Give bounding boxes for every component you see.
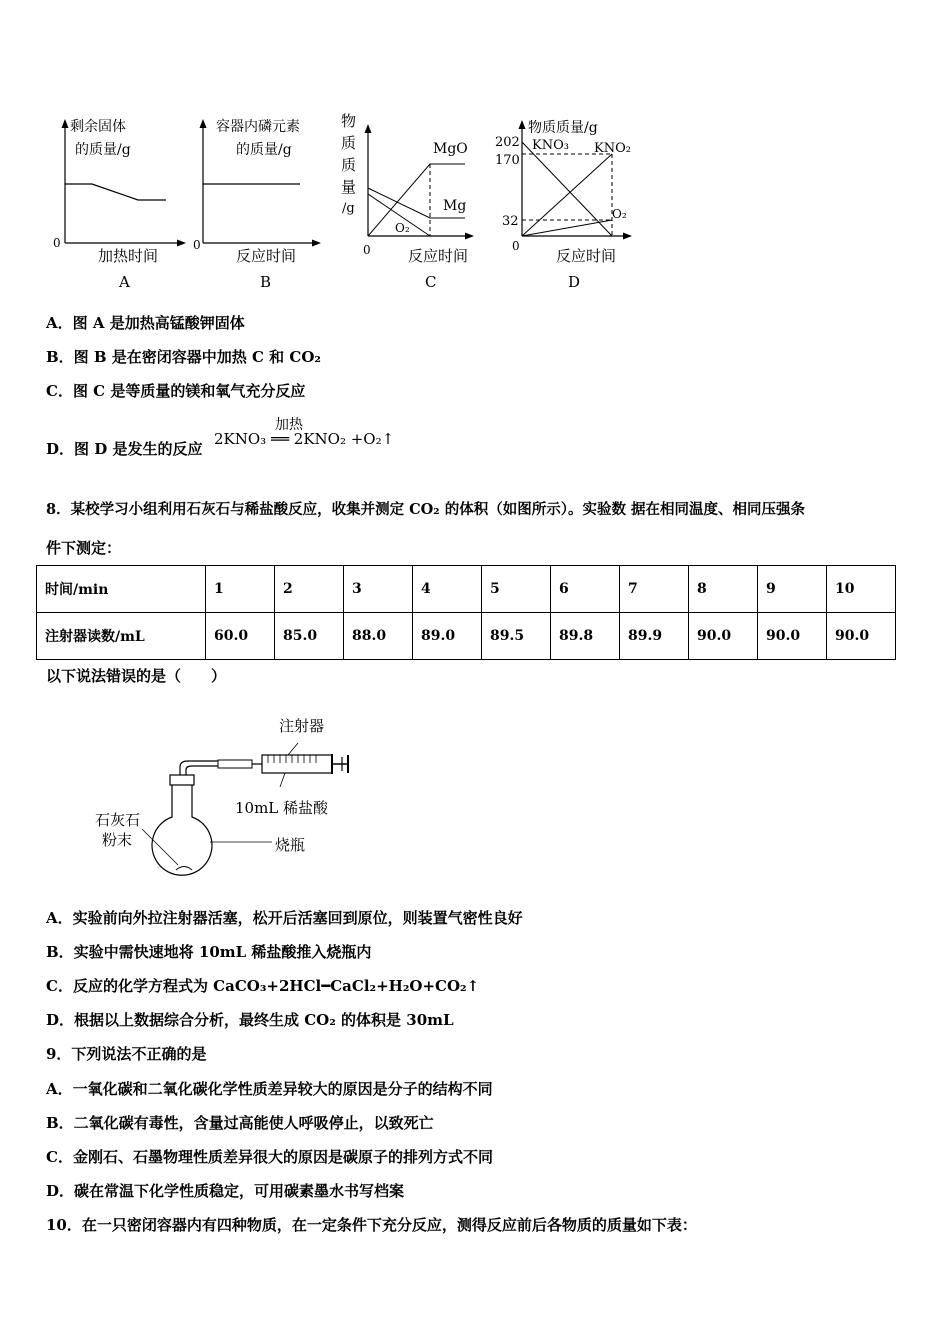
table-header-time: 时间/min <box>37 566 206 613</box>
q7-equation: 2KNO₃ ══ 2KNO₂ +O₂↑ <box>214 430 395 448</box>
flask-powder <box>176 867 192 871</box>
flask-outline <box>152 783 212 875</box>
q9-option-a: A．一氧化碳和二氧化碳化学性质差异较大的原因是分子的结构不同 <box>46 1080 493 1098</box>
table-cell: 10 <box>827 566 896 613</box>
q8-option-b: B．实验中需快速地将 10mL 稀盐酸推入烧瓶内 <box>46 943 372 961</box>
q8-data-table <box>36 565 896 660</box>
graph-d-ylabel: 物质质量/g <box>528 120 598 136</box>
q8-option-d: D．根据以上数据综合分析，最终生成 CO₂ 的体积是 30mL <box>46 1011 454 1029</box>
graph-c-label-mg: Mg <box>443 198 467 214</box>
label-limestone-2: 粉末 <box>102 831 133 849</box>
graph-b-ylabel-2: 的质量/g <box>236 142 292 158</box>
graph-c-xlabel: 反应时间 <box>408 247 469 265</box>
graph-a-xlabel: 加热时间 <box>98 247 159 265</box>
graph-d-xlabel: 反应时间 <box>556 247 617 265</box>
table-cell: 6 <box>551 566 620 613</box>
q8-option-c: C．反应的化学方程式为 CaCO₃+2HCl━CaCl₂+H₂O+CO₂↑ <box>46 977 480 995</box>
graph-a <box>50 115 190 295</box>
table-row <box>37 566 896 613</box>
graph-a-caption: A <box>119 273 130 291</box>
graph-b-xlabel: 反应时间 <box>236 247 297 265</box>
table-cell: 90.0 <box>758 613 827 660</box>
graph-c-caption: C <box>425 273 437 291</box>
table-cell: 3 <box>344 566 413 613</box>
q7-option-a: A．图 A 是加热高锰酸钾固体 <box>46 314 245 332</box>
table-cell: 60.0 <box>206 613 275 660</box>
graph-b-origin: 0 <box>193 238 201 252</box>
graph-d <box>490 112 650 298</box>
graph-d-tick-202: 202 <box>495 135 520 150</box>
q9-option-d: D．碳在常温下化学性质稳定，可用碳素墨水书写档案 <box>46 1182 405 1200</box>
table-cell: 2 <box>275 566 344 613</box>
graph-d-label-kno2: KNO₂ <box>594 141 631 156</box>
table-cell: 90.0 <box>827 613 896 660</box>
graph-d-origin: 0 <box>512 239 520 253</box>
graph-c-ylabel-3: 质 <box>341 156 357 174</box>
graph-d-caption: D <box>568 273 581 291</box>
graph-a-origin: 0 <box>53 236 61 250</box>
q8-apparatus-diagram <box>80 705 380 890</box>
graph-d-label-o2: O₂ <box>612 207 627 221</box>
graph-c <box>335 108 485 298</box>
graph-a-ylabel-1: 剩余固体 <box>70 119 126 135</box>
table-row <box>37 613 896 660</box>
q7-option-d-prefix: D．图 D 是发生的反应 <box>46 440 203 458</box>
q8-question: 以下说法错误的是（ ） <box>46 667 227 685</box>
label-syringe: 注射器 <box>279 717 325 735</box>
q7-option-b: B．图 B 是在密闭容器中加热 C 和 CO₂ <box>46 348 321 366</box>
table-cell: 7 <box>620 566 689 613</box>
graph-d-o2-line <box>522 220 612 236</box>
table-cell: 4 <box>413 566 482 613</box>
graph-b <box>190 115 330 295</box>
graph-d-tick-170: 170 <box>495 153 520 168</box>
q8-option-a: A．实验前向外拉注射器活塞，松开后活塞回到原位，则装置气密性良好 <box>46 909 523 927</box>
table-cell: 88.0 <box>344 613 413 660</box>
graph-c-ylabel-2: 质 <box>341 134 357 152</box>
graph-a-curve <box>65 184 166 200</box>
graph-c-origin: 0 <box>363 243 371 257</box>
q9-stem: 9．下列说法不正确的是 <box>46 1045 207 1063</box>
label-acid: 10mL 稀盐酸 <box>235 799 329 817</box>
label-limestone-1: 石灰石 <box>95 811 141 829</box>
graph-d-tick-32: 32 <box>502 214 519 229</box>
q9-option-b: B．二氧化碳有毒性，含量过高能使人呼吸停止，以致死亡 <box>46 1114 434 1132</box>
q9-option-c: C．金刚石、石墨物理性质差异很大的原因是碳原子的排列方式不同 <box>46 1148 493 1166</box>
graph-c-ylabel-5: /g <box>342 201 355 216</box>
table-header-reading: 注射器读数/mL <box>37 613 206 660</box>
q7-option-d <box>46 438 202 459</box>
graph-c-label-mgo: MgO <box>433 141 468 157</box>
graph-c-ylabel-1: 物 <box>341 112 357 130</box>
table-cell: 89.8 <box>551 613 620 660</box>
graph-b-ylabel-1: 容器内磷元素 <box>216 119 300 135</box>
graph-a-ylabel-2: 的质量/g <box>75 142 131 158</box>
table-cell: 89.5 <box>482 613 551 660</box>
table-cell: 9 <box>758 566 827 613</box>
syringe-barrel <box>262 755 332 773</box>
label-flask: 烧瓶 <box>275 836 306 854</box>
q10-stem: 10．在一只密闭容器内有四种物质，在一定条件下充分反应，测得反应前后各物质的质量如下表： <box>46 1216 697 1234</box>
graph-d-kno2-line <box>522 154 612 236</box>
table-cell: 1 <box>206 566 275 613</box>
table-cell: 85.0 <box>275 613 344 660</box>
q7-equation-condition: 加热 <box>275 417 303 433</box>
q7-option-c: C．图 C 是等质量的镁和氧气充分反应 <box>46 382 306 400</box>
q8-stem-line-2: 件下测定： <box>46 539 122 557</box>
q8-stem-line-1: 8．某校学习小组利用石灰石与稀盐酸反应，收集并测定 CO₂ 的体积（如图所示）。实验数 据在相同温度、相同压强条 <box>46 501 806 518</box>
table-cell: 90.0 <box>689 613 758 660</box>
graph-d-label-kno3: KNO₃ <box>532 138 569 153</box>
table-cell: 89.0 <box>413 613 482 660</box>
graph-c-ylabel-4: 量 <box>341 178 357 196</box>
graph-c-label-o2: O₂ <box>395 221 410 235</box>
flask-stopper <box>170 775 194 785</box>
table-cell: 8 <box>689 566 758 613</box>
table-cell: 89.9 <box>620 613 689 660</box>
graph-b-caption: B <box>260 273 272 291</box>
table-cell: 5 <box>482 566 551 613</box>
